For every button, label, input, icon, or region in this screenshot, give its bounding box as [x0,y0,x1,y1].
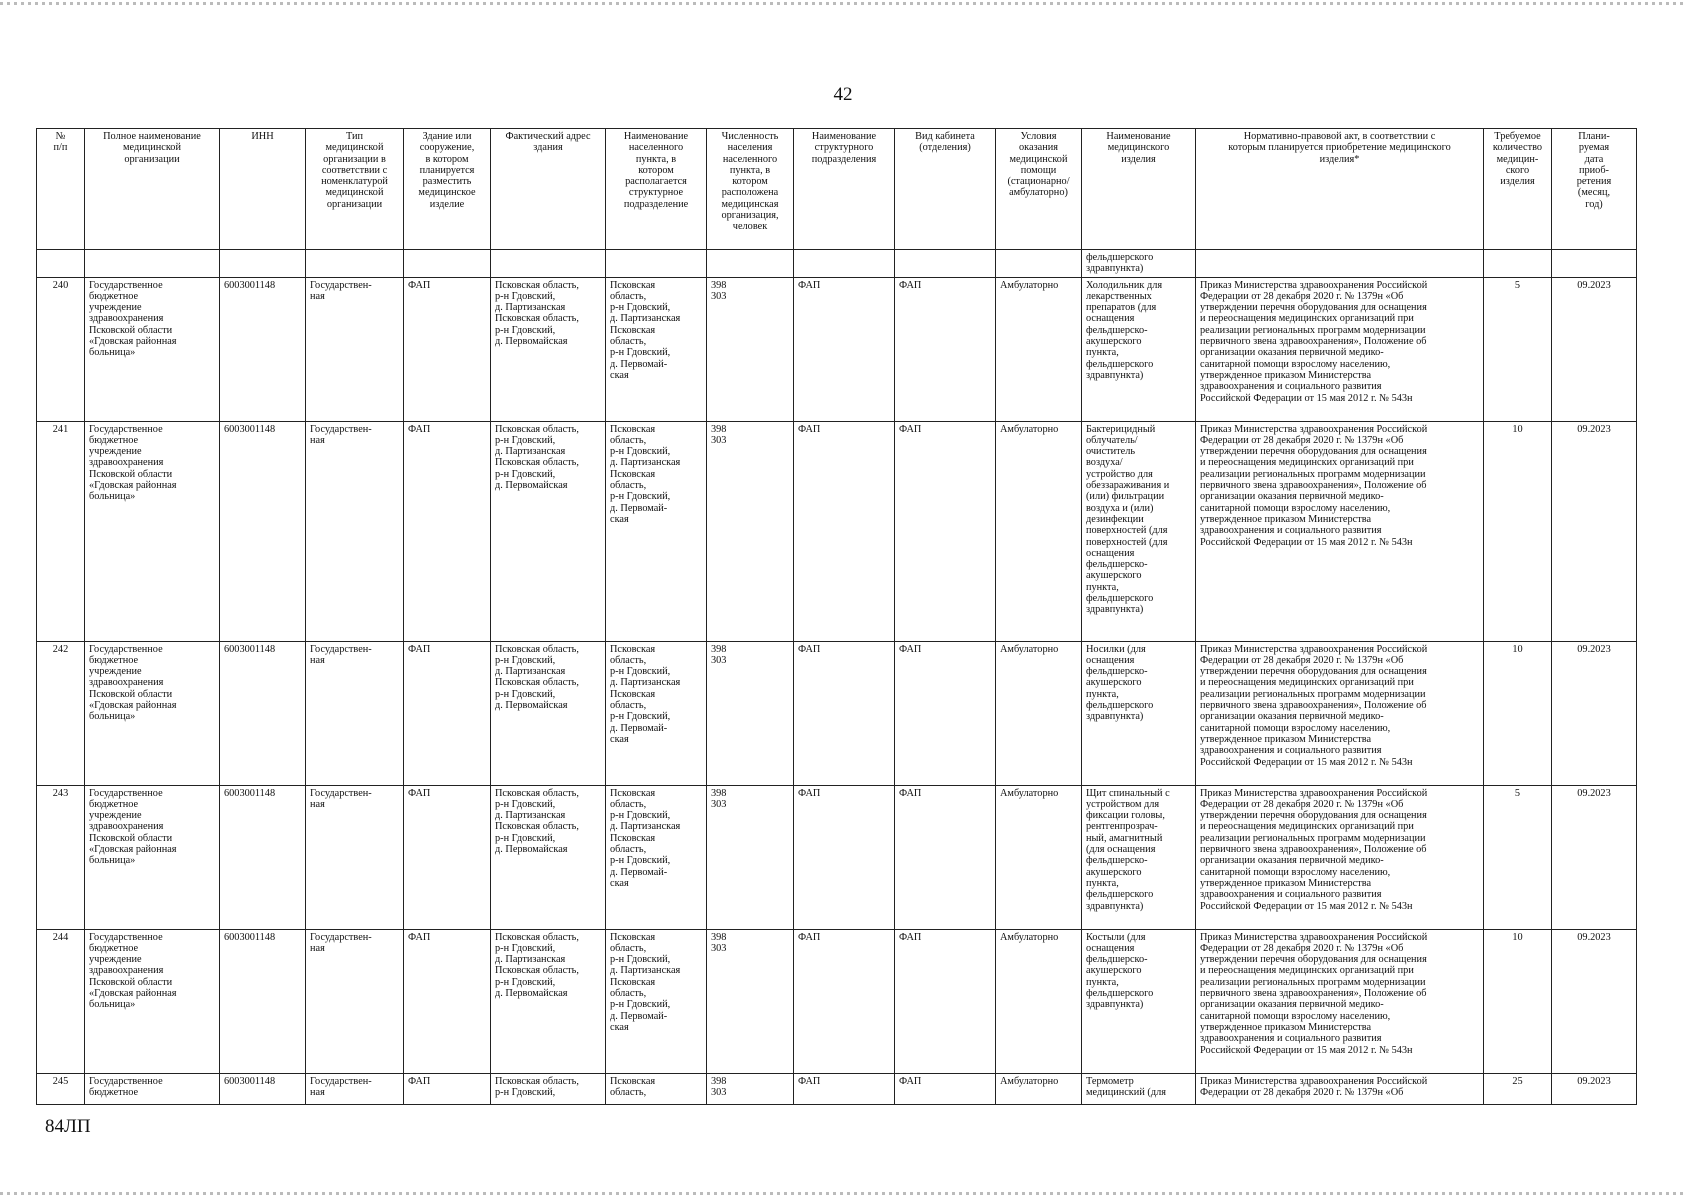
col-header-inn: ИНН [220,129,306,250]
locality-cell: Псковская область, [606,1073,707,1104]
population-cell: 398 303 [707,785,794,929]
org-type-cell: Государствен- ная [306,1073,404,1104]
unit-cell: ФАП [794,641,895,785]
unit-cell: ФАП [794,929,895,1073]
locality-cell: Псковская область, р-н Гдовский, д. Партизанская Псковская область, р-н Гдовский, д. Первомай- ская [606,277,707,421]
unit-cell: ФАП [794,277,895,421]
locality-cell: Псковская область, р-н Гдовский, д. Партизанская Псковская область, р-н Гдовский, д. Первомай- ская [606,641,707,785]
org-name-cell: Государственное бюджетное учреждение здравоохранения Псковской области «Гдовская районная больница» [85,277,220,421]
org-name-cell: Государственное бюджетное учреждение здравоохранения Псковской области «Гдовская районная больница» [85,785,220,929]
legal-act-cell: Приказ Министерства здравоохранения Российской Федерации от 28 декабря 2020 г. № 1379н «Об утверждении перечня оборудования для оснащения и переоснащения медицинских организаций при реализации региональных программ модернизации первичного звена здравоохранения», Положение об организации оказания первичной медико- санитарной помощи взрослому населению, утвержденное приказом Министерства здравоохранения и социального развития Российской Федерации от 15 мая 2012 г. № 543н [1196,785,1484,929]
table-row [37,929,1637,1073]
inn-cell: 6003001148 [220,785,306,929]
population-cell: 398 303 [707,421,794,641]
table-row [37,785,1637,929]
scan-edge-top [0,2,1686,5]
address-cell: Псковская область, р-н Гдовский, д. Партизанская Псковская область, р-н Гдовский, д. Первомайская [491,421,606,641]
cabinet-cell: ФАП [895,421,996,641]
quantity-cell: 25 [1484,1073,1552,1104]
conditions-cell: Амбулаторно [996,641,1082,785]
date-cell: 09.2023 [1552,421,1637,641]
address-cell: Псковская область, р-н Гдовский, д. Партизанская Псковская область, р-н Гдовский, д. Первомайская [491,277,606,421]
device-cell: Костыли (для оснащения фельдшерско- акушерского пункта, фельдшерского здравпункта) [1082,929,1196,1073]
table-cell [1196,250,1484,278]
scan-edge-bottom [0,1192,1686,1195]
table-cell [794,250,895,278]
unit-cell: ФАП [794,1073,895,1104]
row-number-cell: 243 [37,785,85,929]
population-cell: 398 303 [707,277,794,421]
cabinet-cell: ФАП [895,277,996,421]
table-row [37,1073,1637,1104]
org-type-cell: Государствен- ная [306,785,404,929]
table-row [37,421,1637,641]
legal-act-cell: Приказ Министерства здравоохранения Российской Федерации от 28 декабря 2020 г. № 1379н «Об утверждении перечня оборудования для оснащения и переоснащения медицинских организаций при реализации региональных программ модернизации первичного звена здравоохранения», Положение об организации оказания первичной медико- санитарной помощи взрослому населению, утвержденное приказом Министерства здравоохранения и социального развития Российской Федерации от 15 мая 2012 г. № 543н [1196,277,1484,421]
col-header-legal-act: Нормативно-правовой акт, в соответствии с которым планируется приобретение медицинского изделия* [1196,129,1484,250]
building-cell: ФАП [404,421,491,641]
address-cell: Псковская область, р-н Гдовский, [491,1073,606,1104]
locality-cell: Псковская область, р-н Гдовский, д. Партизанская Псковская область, р-н Гдовский, д. Первомай- ская [606,421,707,641]
org-name-cell: Государственное бюджетное учреждение здравоохранения Псковской области «Гдовская районная больница» [85,641,220,785]
inn-cell: 6003001148 [220,1073,306,1104]
cabinet-cell: ФАП [895,929,996,1073]
inn-cell: 6003001148 [220,641,306,785]
inn-cell: 6003001148 [220,929,306,1073]
population-cell: 398 303 [707,641,794,785]
device-cell: Носилки (для оснащения фельдшерско- акушерского пункта, фельдшерского здравпункта) [1082,641,1196,785]
device-cell: Щит спинальный с устройством для фиксации головы, рентгенпрозрач- ный, амагнитный (для оснащения фельдшерско- акушерского пункта, фельдшерского здравпункта) [1082,785,1196,929]
conditions-cell: Амбулаторно [996,785,1082,929]
row-number-cell: 245 [37,1073,85,1104]
header-row [37,129,1637,250]
legal-act-cell: Приказ Министерства здравоохранения Российской Федерации от 28 декабря 2020 г. № 1379н «Об утверждении перечня оборудования для оснащения и переоснащения медицинских организаций при реализации региональных программ модернизации первичного звена здравоохранения», Положение об организации оказания первичной медико- санитарной помощи взрослому населению, утвержденное приказом Министерства здравоохранения и социального развития Российской Федерации от 15 мая 2012 г. № 543н [1196,929,1484,1073]
table-cell [404,250,491,278]
row-number-cell: 242 [37,641,85,785]
date-cell: 09.2023 [1552,929,1637,1073]
cabinet-cell: ФАП [895,785,996,929]
continuation-row [37,250,1637,278]
equipment-table [36,128,1637,1105]
date-cell: 09.2023 [1552,785,1637,929]
population-cell: 398 303 [707,929,794,1073]
device-cell: Термометр медицинский (для [1082,1073,1196,1104]
conditions-cell: Амбулаторно [996,1073,1082,1104]
col-header-org-name: Полное наименование медицинской организации [85,129,220,250]
table-row [37,641,1637,785]
building-cell: ФАП [404,277,491,421]
table-cell [996,250,1082,278]
col-header-cabinet: Вид кабинета (отделения) [895,129,996,250]
legal-act-cell: Приказ Министерства здравоохранения Российской Федерации от 28 декабря 2020 г. № 1379н «Об утверждении перечня оборудования для оснащения и переоснащения медицинских организаций при реализации региональных программ модернизации первичного звена здравоохранения», Положение об организации оказания первичной медико- санитарной помощи взрослому населению, утвержденное приказом Министерства здравоохранения и социального развития Российской Федерации от 15 мая 2012 г. № 543н [1196,641,1484,785]
table-cell [707,250,794,278]
col-header-conditions: Условия оказания медицинской помощи (стационарно/ амбулаторно) [996,129,1082,250]
col-header-building: Здание или сооружение, в котором планируется разместить медицинское изделие [404,129,491,250]
org-type-cell: Государствен- ная [306,929,404,1073]
device-cell: Бактерицидный облучатель/ очиститель воздуха/ устройство для обеззараживания и (или) фильтрации воздуха и (или) дезинфекции поверхностей (для поверхностей (для оснащения фельдшерско- акушерского пункта, фельдшерского здравпункта) [1082,421,1196,641]
unit-cell: ФАП [794,785,895,929]
address-cell: Псковская область, р-н Гдовский, д. Партизанская Псковская область, р-н Гдовский, д. Первомайская [491,929,606,1073]
cabinet-cell: ФАП [895,641,996,785]
col-header-address: Фактический адрес здания [491,129,606,250]
quantity-cell: 10 [1484,929,1552,1073]
address-cell: Псковская область, р-н Гдовский, д. Партизанская Псковская область, р-н Гдовский, д. Первомайская [491,641,606,785]
quantity-cell: 5 [1484,277,1552,421]
col-header-population: Численность населения населенного пункта, в котором расположена медицинская организация, человек [707,129,794,250]
table-cell [1484,250,1552,278]
building-cell: ФАП [404,1073,491,1104]
locality-cell: Псковская область, р-н Гдовский, д. Партизанская Псковская область, р-н Гдовский, д. Первомай- ская [606,785,707,929]
org-name-cell: Государственное бюджетное учреждение здравоохранения Псковской области «Гдовская районная больница» [85,421,220,641]
table-row [37,277,1637,421]
quantity-cell: 10 [1484,421,1552,641]
continuation-device-cell: фельдшерского здравпункта) [1082,250,1196,278]
inn-cell: 6003001148 [220,277,306,421]
building-cell: ФАП [404,785,491,929]
table-cell [220,250,306,278]
table-cell [606,250,707,278]
quantity-cell: 5 [1484,785,1552,929]
table-cell [306,250,404,278]
unit-cell: ФАП [794,421,895,641]
quantity-cell: 10 [1484,641,1552,785]
org-type-cell: Государствен- ная [306,641,404,785]
row-number-cell: 241 [37,421,85,641]
col-header-unit: Наименование структурного подразделения [794,129,895,250]
legal-act-cell: Приказ Министерства здравоохранения Российской Федерации от 28 декабря 2020 г. № 1379н «Об утверждении перечня оборудования для оснащения и переоснащения медицинских организаций при реализации региональных программ модернизации первичного звена здравоохранения», Положение об организации оказания первичной медико- санитарной помощи взрослому населению, утвержденное приказом Министерства здравоохранения и социального развития Российской Федерации от 15 мая 2012 г. № 543н [1196,421,1484,641]
conditions-cell: Амбулаторно [996,929,1082,1073]
table-cell [1552,250,1637,278]
date-cell: 09.2023 [1552,1073,1637,1104]
col-header-quantity: Требуемое количество медицин- ского изделия [1484,129,1552,250]
row-number-cell: 240 [37,277,85,421]
conditions-cell: Амбулаторно [996,421,1082,641]
address-cell: Псковская область, р-н Гдовский, д. Партизанская Псковская область, р-н Гдовский, д. Первомайская [491,785,606,929]
org-type-cell: Государствен- ная [306,277,404,421]
legal-act-cell: Приказ Министерства здравоохранения Российской Федерации от 28 декабря 2020 г. № 1379н «Об [1196,1073,1484,1104]
page-number: 42 [833,84,853,105]
table-cell [895,250,996,278]
table-cell [491,250,606,278]
org-name-cell: Государственное бюджетное [85,1073,220,1104]
document-code: 84ЛП [45,1116,91,1137]
population-cell: 398 303 [707,1073,794,1104]
building-cell: ФАП [404,641,491,785]
col-header-date: Плани- руемая дата приоб- ретения (месяц, год) [1552,129,1637,250]
device-cell: Холодильник для лекарственных препаратов (для оснащения фельдшерско- акушерского пункта, фельдшерского здравпункта) [1082,277,1196,421]
col-header-locality: Наименование населенного пункта, в котором располагается структурное подразделение [606,129,707,250]
cabinet-cell: ФАП [895,1073,996,1104]
date-cell: 09.2023 [1552,277,1637,421]
table-cell [37,250,85,278]
conditions-cell: Амбулаторно [996,277,1082,421]
org-type-cell: Государствен- ная [306,421,404,641]
table-cell [85,250,220,278]
locality-cell: Псковская область, р-н Гдовский, д. Партизанская Псковская область, р-н Гдовский, д. Первомай- ская [606,929,707,1073]
col-header-device: Наименование медицинского изделия [1082,129,1196,250]
org-name-cell: Государственное бюджетное учреждение здравоохранения Псковской области «Гдовская районная больница» [85,929,220,1073]
col-header-number: № п/п [37,129,85,250]
inn-cell: 6003001148 [220,421,306,641]
building-cell: ФАП [404,929,491,1073]
row-number-cell: 244 [37,929,85,1073]
date-cell: 09.2023 [1552,641,1637,785]
col-header-org-type: Тип медицинской организации в соответствии с номенклатурой медицинской организации [306,129,404,250]
